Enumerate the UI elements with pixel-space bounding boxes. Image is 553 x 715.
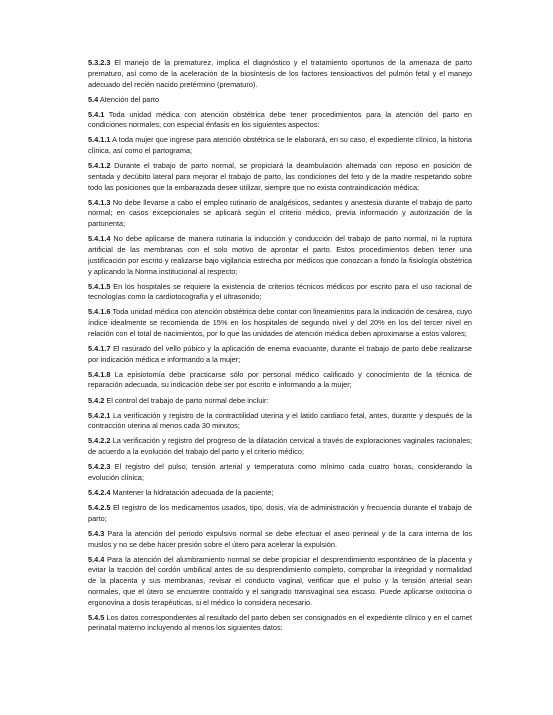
section-text: El control del trabajo de parto normal debe incluir: <box>104 395 269 405</box>
section-number: 5.4.5 <box>88 612 105 622</box>
section-number: 5.4.2.2 <box>88 436 111 446</box>
section-text: La verificación y registro del progreso de la dilatación cervical a través de exploraciones vaginales racionales; de acuerdo a la evolución del trabajo del parto y el criterio médico; <box>88 436 472 457</box>
section-number: 5.4.1.1 <box>88 135 111 145</box>
section-number: 5.4.4 <box>88 554 105 564</box>
section-paragraph <box>88 503 472 525</box>
section-paragraph <box>88 370 472 392</box>
section-number: 5.4.1.2 <box>88 161 111 171</box>
section-text: El registro de los medicamentos usados, tipo, dosis, vía de administración y frecuencia durante el trabajo de parto; <box>88 503 472 523</box>
section-paragraph <box>88 396 472 407</box>
section-text: Para la atención del alumbramiento normal se debe propiciar el desprendimiento espontáneo de la placenta y evitar la tracción del cordón umbilical antes de su desprendimiento completo, comprobar la integridad y normalidad de la placenta y sus membranas, revisar el conducto vaginal, verificar que el pulso y la tensión arterial sean normales, que el útero se encuentre contraído y el sangrado transvaginal sea escaso. Puede aplicarse oxitocina o ergonovina a dosis terapéuticas, si el médico lo considera necesario. <box>88 554 472 607</box>
section-paragraph <box>88 282 472 304</box>
section-text: Toda unidad médica con atención obstétrica debe tener procedimientos para la atención del parto en condiciones normales; con especial énfasis en los siguientes aspectos: <box>88 109 472 130</box>
section-paragraph <box>88 555 472 609</box>
section-text: Los datos correspondientes al resultado del parto deben ser consignados en el expediente clínico y en el carnet perinatal materno incluyendo al menos los siguientes datos: <box>88 612 472 633</box>
section-paragraph <box>88 307 472 339</box>
section-paragraph <box>88 161 472 193</box>
section-text: El manejo de la prematurez, implica el diagnóstico y el tratamiento oportunos de la amenaza de parto prematuro, así como de la aceleración de la biosíntesis de los factores tensioactivos del pulmón fetal y el manejo adecuado del recién nacido pretérmino (prematuro). <box>88 58 472 89</box>
section-number: 5.4.3 <box>88 528 105 538</box>
section-paragraph <box>88 488 472 499</box>
section-number: 5.4.2.1 <box>88 410 111 420</box>
section-paragraph <box>88 344 472 366</box>
section-number: 5.4.2.4 <box>88 487 111 497</box>
section-paragraph <box>88 462 472 484</box>
section-text: El registro del pulso, tensión arterial y temperatura como mínimo cada cuatro horas, considerando la evolución clínica; <box>88 462 472 482</box>
section-text: La verificación y registro de la contractilidad uterina y el latido cardiaco fetal, antes, durante y después de la contracción uterina al menos cada 30 minutos; <box>88 410 472 431</box>
section-text: El rasurado del vello púbico y la aplicación de enema evacuante, durante el trabajo de parto debe realizarse por indicación médica e informando a la mujer; <box>88 343 472 364</box>
section-text: Para la atención del periodo expulsivo normal se debe efectuar el aseo perineal y de la cara interna de los muslos y no se debe hacer presión sobre el útero para acelerar la expulsión. <box>88 528 472 549</box>
section-text: Durante el trabajo de parto normal, se propiciará la deambulación alternada con reposo en posición de sentada y decúbito lateral para mejorar el trabajo de parto, las condiciones del feto y de la madre respetando sobre todo las posiciones que la embarazada desee utilizar, siempre que no exista contraindicación médica; <box>88 161 472 192</box>
section-paragraph <box>88 411 472 433</box>
section-number: 5.4.1.8 <box>88 369 111 379</box>
section-paragraph <box>88 613 472 635</box>
section-number: 5.4.2 <box>88 395 105 405</box>
section-number: 5.4.1.3 <box>88 197 111 207</box>
section-paragraph <box>88 58 472 90</box>
section-number: 5.4.1.5 <box>88 281 111 291</box>
section-text: La episiotomía debe practicarse sólo por personal médico calificado y conocimiento de la técnica de reparación adecuada, su indicación debe ser por escrito e informando a la mujer; <box>88 369 472 390</box>
section-number: 5.4.1 <box>88 109 105 119</box>
section-paragraph <box>88 436 472 458</box>
section-text: No debe llevarse a cabo el empleo rutinario de analgésicos, sedantes y anestesia durante el trabajo de parto normal; en casos excepcionales se aplicará según el criterio médico, previa información y autorización de la parturienta; <box>88 197 472 229</box>
section-text: En los hospitales se requiere la existencia de criterios técnicos médicos por escrito para el uso racional de tecnologías como la cardiotocografía y el ultrasonido; <box>88 281 472 302</box>
section-number: 5.4.1.7 <box>88 343 111 353</box>
section-number: 5.4.1.6 <box>88 307 111 317</box>
section-text: Atención del parto <box>98 94 160 104</box>
section-number: 5.4.2.3 <box>88 462 111 472</box>
document-page <box>88 58 472 638</box>
section-number: 5.4.1.4 <box>88 234 111 244</box>
section-paragraph <box>88 110 472 132</box>
section-paragraph <box>88 529 472 551</box>
section-paragraph <box>88 234 472 277</box>
section-paragraph <box>88 135 472 157</box>
section-number: 5.4.2.5 <box>88 503 111 512</box>
section-number: 5.3.2.3 <box>88 58 111 67</box>
section-paragraph <box>88 95 472 106</box>
section-number: 5.4 <box>88 94 99 104</box>
section-text: Mantener la hidratación adecuada de la paciente; <box>110 487 274 497</box>
section-text: No debe aplicarse de manera rutinaria la inducción y conducción del trabajo de parto normal, ni la ruptura artificial de las membranas con el solo motivo de aprontar el parto. Estos procedimientos deben tener una justificación por escrito y realizarse bajo vigilancia estrecha por médicos que conozcan a fondo la fisiología obstétrica y aplicando la Norma institucional al respecto; <box>88 234 472 276</box>
section-paragraph <box>88 198 472 230</box>
section-text: A toda mujer que ingrese para atención obstétrica se le elaborará, en su caso, el expediente clínico, la historia clínica, así como el partograma; <box>88 135 472 156</box>
section-text: Toda unidad médica con atención obstétrica debe contar con lineamientos para la indicación de cesárea, cuyo índice idealmente se recomienda de 15% en los hospitales de segundo nivel y del 20% en los del tercer nivel en relación con el total de nacimientos, por lo que las unidades de atención médica deben aproximarse a estos valores; <box>88 307 472 338</box>
